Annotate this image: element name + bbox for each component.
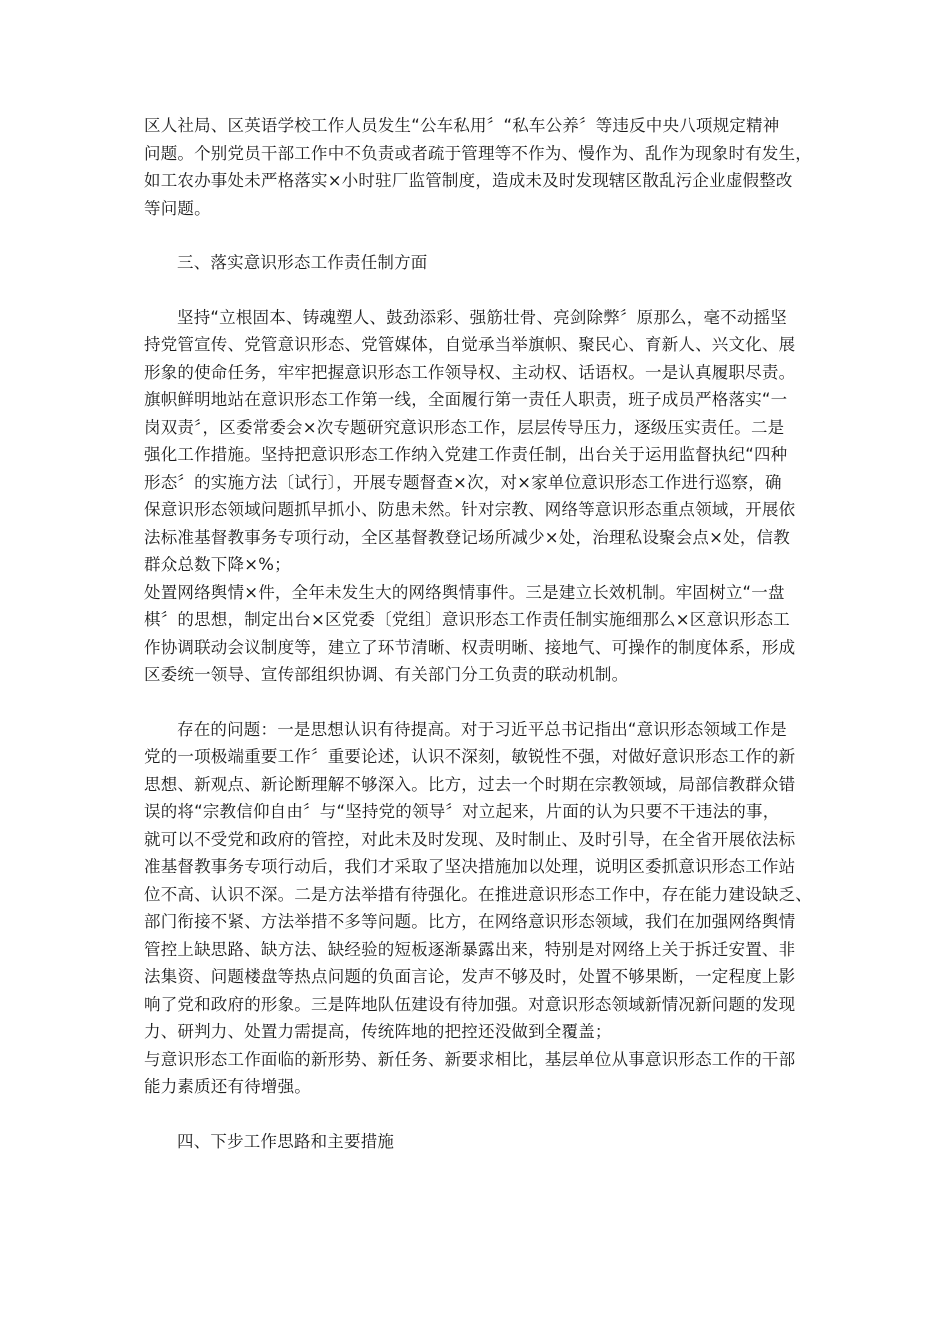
text-line: 法集资、问题楼盘等热点问题的负面言论，发声不够及时，处置不够果断，一定程度上影	[144, 967, 796, 986]
text-line: 作协调联动会议制度等，建立了环节清晰、权责明晰、接地气、可操作的制度体系，形成	[144, 637, 796, 657]
text-line: 形态〞的实施方法〔试行〕，开展专题督查×次，对×家单位意识形态工作进行巡察，确	[144, 472, 782, 492]
text-line: 区人社局、区英语学校工作人员发生“公车私用〞“私车公养〞等违反中央八项规定精神	[144, 116, 780, 135]
text-line: 思想、新观点、新论断理解不够深入。比方，过去一个时期在宗教领域，局部信教群众错	[144, 774, 796, 794]
text-line: 与意识形态工作面临的新形势、新任务、新要求相比，基层单位从事意识形态工作的干部	[144, 1049, 796, 1069]
text-line: 党的一项极端重要工作〞重要论述，认识不深刻，敏锐性不强，对做好意识形态工作的新	[144, 747, 796, 766]
text-line: 管控上缺思路、缺方法、缺经验的短板逐渐暴露出来，特别是对网络上关于拆迁安置、非	[144, 939, 796, 959]
paragraph-2	[144, 304, 810, 689]
section-heading-4: 四、下步工作思路和主要措施	[177, 1131, 395, 1151]
paragraph-gap	[144, 277, 810, 304]
text-line: 处置网络舆情×件，全年未发生大的网络舆情事件。三是建立长效机制。牢固树立“一盘	[144, 582, 785, 602]
text-line: 部门衔接不紧、方法举措不多等问题。比方，在网络意识形态领域，我们在加强网络舆情	[144, 912, 796, 931]
document-page	[144, 112, 810, 1155]
text-line: 误的将“宗教信仰自由〞与“坚持党的领导〞对立起来，片面的认为只要不干违法的事，	[144, 802, 780, 821]
text-line: 坚持“立根固本、铸魂塑人、鼓劲添彩、强筋壮骨、亮剑除弊〞原那么，毫不动摇坚	[177, 307, 787, 327]
text-line: 等问题。	[144, 198, 211, 218]
paragraph-gap	[144, 1101, 810, 1128]
text-line: 响了党和政府的形象。三是阵地队伍建设有待加强。对意识形态领域新情况新问题的发现	[144, 994, 796, 1014]
text-line: 位不高、认识不深。二是方法举措有待强化。在推进意识形态工作中，存在能力建设缺乏、	[144, 884, 812, 904]
section-heading-3: 三、落实意识形态工作责任制方面	[177, 253, 428, 272]
text-line: 区委统一领导、宣传部组织协调、有关部门分工负责的联动机制。	[144, 665, 629, 684]
text-line: 力、研判力、处置力需提高，传统阵地的把控还没做到全覆盖；	[144, 1022, 612, 1041]
text-line: 岗双责〞，区委常委会×次专题研究意识形态工作，层层传导压力，逐级压实责任。二是	[144, 417, 785, 437]
text-line: 法标准基督教事务专项行动，全区基督教登记场所减少×处，治理私设聚会点×处，信教	[144, 527, 790, 547]
paragraph-3	[144, 716, 810, 1101]
text-line: 持党管宣传、党管意识形态、党管媒体，自觉承当举旗帜、聚民心、育新人、兴文化、展	[144, 335, 796, 354]
text-line: 如工农办事处未严格落实×小时驻厂监管制度，造成未及时发现辖区散乱污企业虚假整改	[144, 171, 793, 190]
text-line: 形象的使命任务，牢牢把握意识形态工作领导权、主动权、话语权。一是认真履职尽责。	[144, 362, 796, 382]
text-line: 保意识形态领域问题抓早抓小、防患未然。针对宗教、网络等意识形态重点领域，开展依	[144, 500, 796, 519]
text-line: 准基督教事务专项行动后，我们才采取了坚决措施加以处理，说明区委抓意识形态工作站	[144, 857, 796, 876]
paragraph-gap	[144, 222, 810, 249]
text-line: 问题。个别党员干部工作中不负责或者疏于管理等不作为、慢作为、乱作为现象时有发生，	[144, 143, 812, 163]
text-line: 存在的问题：一是思想认识有待提高。对于习近平总书记指出“意识形态领域工作是	[177, 719, 787, 739]
paragraph-gap	[144, 689, 810, 716]
text-line: 旗帜鲜明地站在意识形态工作第一线，全面履行第一责任人职责，班子成员严格落实“一	[144, 390, 788, 409]
text-line: 强化工作措施。坚持把意识形态工作纳入党建工作责任制，出台关于运用监督执纪“四种	[144, 445, 788, 464]
text-line: 能力素质还有待增强。	[144, 1077, 311, 1096]
text-line: 群众总数下降×%；	[144, 555, 291, 574]
paragraph-1	[144, 112, 810, 222]
text-line: 就可以不受党和政府的管控，对此未及时发现、及时制止、及时引导，在全省开展依法标	[144, 829, 796, 849]
text-line: 棋〞的思想，制定出台×区党委〔党组〕意识形态工作责任制实施细那么×区意识形态工	[144, 610, 790, 629]
